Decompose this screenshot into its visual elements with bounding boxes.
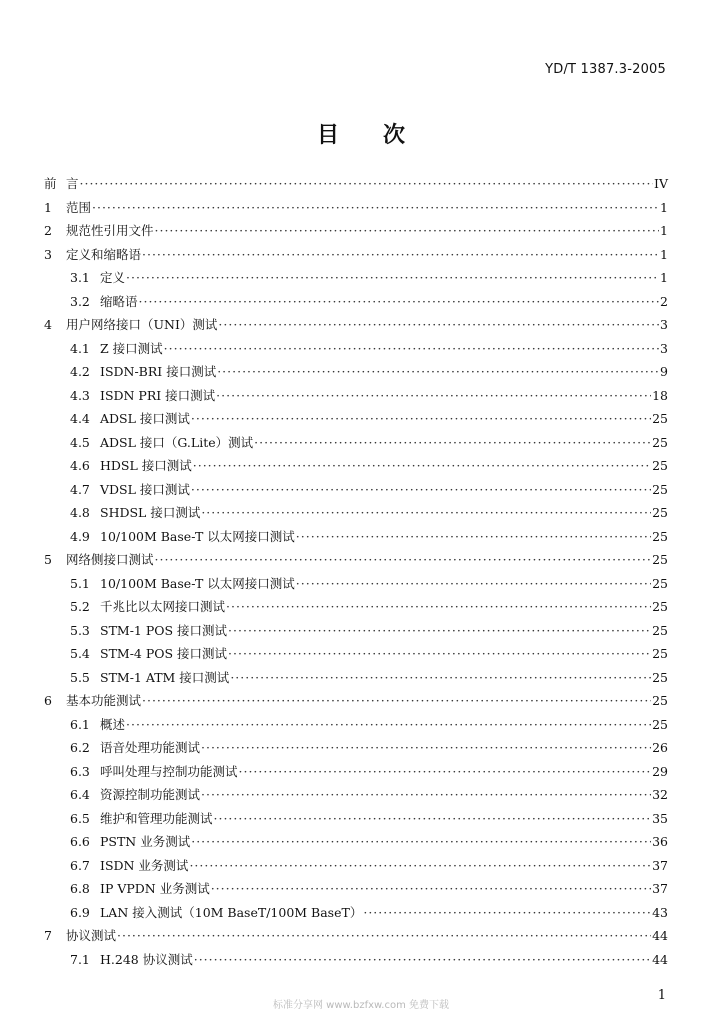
toc-entry-title: 协议测试 xyxy=(66,928,117,943)
toc-entry-title: ISDN 业务测试 xyxy=(100,857,189,873)
toc-entry-title: 缩略语 xyxy=(100,293,138,309)
toc-leader-dots xyxy=(239,760,652,784)
toc-entry-page: 1 xyxy=(660,270,668,285)
toc-entry[interactable] xyxy=(44,619,668,643)
toc-entry-number: 5.5 xyxy=(70,669,90,685)
toc-entry-title: 呼叫处理与控制功能测试 xyxy=(100,763,238,779)
toc-entry-page: 25 xyxy=(652,528,668,544)
toc-entry-page: 37 xyxy=(652,857,668,873)
toc-entry-title: 定义和缩略语 xyxy=(66,246,142,262)
toc-entry-number: 4.1 xyxy=(70,340,90,356)
toc-leader-dots xyxy=(228,642,651,666)
toc-entry-title: 网络侧接口测试 xyxy=(66,552,154,567)
toc-entry-title: 用户网络接口（UNI）测试 xyxy=(66,317,218,332)
toc-entry[interactable] xyxy=(44,572,668,596)
page-title xyxy=(0,118,722,149)
toc-leader-dots xyxy=(230,666,651,690)
toc-entry[interactable] xyxy=(44,736,668,760)
toc-entry[interactable] xyxy=(44,548,668,572)
toc-entry[interactable] xyxy=(44,854,668,878)
toc-entry-number: 4 xyxy=(44,317,52,332)
toc-entry-number: 5.4 xyxy=(70,646,90,661)
toc-leader-dots xyxy=(92,196,659,220)
toc-entry-number: 6.9 xyxy=(70,904,90,920)
toc-entry-title: Z 接口测试 xyxy=(100,340,163,356)
toc-entry-number: 4.2 xyxy=(70,364,90,379)
title-char: 次 xyxy=(383,122,406,148)
toc-entry-page: 43 xyxy=(652,904,668,920)
toc-entry-number: 7 xyxy=(44,928,52,943)
toc-leader-dots xyxy=(126,713,651,737)
toc-leader-dots xyxy=(296,572,651,596)
toc-entry[interactable] xyxy=(44,807,668,831)
toc-entry-number: 5.3 xyxy=(70,622,90,638)
toc-entry-page: 44 xyxy=(652,928,668,943)
toc-entry-page: 25 xyxy=(652,716,668,732)
toc-entry-page: 29 xyxy=(652,763,668,779)
toc-entry-page: 25 xyxy=(652,646,668,661)
toc-leader-dots xyxy=(189,854,651,878)
toc-entry-number: 6.8 xyxy=(70,881,90,896)
toc-leader-dots xyxy=(164,337,659,361)
toc-entry-page: 3 xyxy=(660,340,668,356)
toc-entry-title: VDSL 接口测试 xyxy=(100,481,190,497)
toc-entry-number: 4.5 xyxy=(70,434,90,450)
toc-entry-page: 25 xyxy=(652,481,668,497)
toc-entry-title: 概述 xyxy=(100,716,126,732)
toc-entry[interactable] xyxy=(44,219,668,243)
toc-entry-page: 25 xyxy=(652,458,668,473)
toc-leader-dots xyxy=(191,830,651,854)
toc-entry-number: 4.4 xyxy=(70,411,90,426)
toc-leader-dots xyxy=(228,619,651,643)
toc-entry-page: 25 xyxy=(652,669,668,685)
toc-entry[interactable] xyxy=(44,525,668,549)
toc-entry[interactable] xyxy=(44,384,668,408)
toc-entry-number: 6.4 xyxy=(70,787,90,802)
toc-entry[interactable] xyxy=(44,689,668,713)
toc-leader-dots xyxy=(296,525,651,549)
toc-leader-dots xyxy=(201,501,651,525)
toc-entry-page: 25 xyxy=(652,505,668,520)
toc-leader-dots xyxy=(117,924,651,948)
toc-leader-dots xyxy=(201,736,651,760)
toc-leader-dots xyxy=(214,807,652,831)
toc-leader-dots xyxy=(139,290,660,314)
toc-entry[interactable] xyxy=(44,454,668,478)
toc-entry-title: IP VPDN 业务测试 xyxy=(100,881,210,896)
toc-leader-dots xyxy=(218,313,659,337)
toc-entry-page: 35 xyxy=(652,810,668,826)
toc-entry[interactable] xyxy=(44,830,668,854)
toc-entry-page: 25 xyxy=(652,622,668,638)
toc-entry-title: ADSL 接口测试 xyxy=(100,411,190,426)
toc-entry-page: 32 xyxy=(652,787,668,802)
toc-leader-dots xyxy=(191,407,651,431)
toc-entry-number: 3.1 xyxy=(70,270,90,285)
toc-entry-page: 25 xyxy=(652,599,668,614)
toc-entry-title: PSTN 业务测试 xyxy=(100,834,191,849)
toc-entry-number: 6.6 xyxy=(70,834,90,849)
toc-entry-number: 6 xyxy=(44,693,52,708)
toc-entry-page: 1 xyxy=(660,199,668,215)
toc-entry[interactable] xyxy=(44,313,668,337)
toc-leader-dots xyxy=(226,595,651,619)
toc-leader-dots xyxy=(254,431,651,455)
toc-entry-page: 25 xyxy=(652,411,668,426)
toc-entry-title: HDSL 接口测试 xyxy=(100,458,192,473)
toc-entry-page: 44 xyxy=(652,951,668,967)
toc-entry-number: 5.1 xyxy=(70,575,90,591)
toc-entry[interactable] xyxy=(44,901,668,925)
toc-entry-page: 25 xyxy=(652,575,668,591)
toc-entry-title: H.248 协议测试 xyxy=(100,951,193,967)
toc-entry-page: 26 xyxy=(652,740,668,755)
toc-leader-dots xyxy=(142,689,651,713)
toc-entry[interactable] xyxy=(44,760,668,784)
toc-entry-title: ISDN-BRI 接口测试 xyxy=(100,364,217,379)
toc-entry-page: 1 xyxy=(660,246,668,262)
toc-entry[interactable] xyxy=(44,501,668,525)
toc-leader-dots xyxy=(211,877,651,901)
toc-entry[interactable] xyxy=(44,431,668,455)
toc-entry-page: 36 xyxy=(652,834,668,849)
toc-leader-dots xyxy=(126,266,659,290)
toc-entry-number: 4.3 xyxy=(70,387,90,403)
toc-entry-page: 25 xyxy=(652,434,668,450)
toc-entry-number: 4.9 xyxy=(70,528,90,544)
toc-entry-number: 2 xyxy=(44,223,52,238)
toc-entry-number: 5.2 xyxy=(70,599,90,614)
toc-entry-title: 定义 xyxy=(100,270,126,285)
toc-entry-number: 6.7 xyxy=(70,857,90,873)
toc-entry-number: 4.6 xyxy=(70,458,90,473)
toc-entry-page: 3 xyxy=(660,317,668,332)
toc-entry-title: STM-1 ATM 接口测试 xyxy=(100,669,230,685)
toc-entry-number: 6.2 xyxy=(70,740,90,755)
toc-entry-title: 维护和管理功能测试 xyxy=(100,810,213,826)
document-code: YD/T 1387.3-2005 xyxy=(545,62,666,77)
toc-entry[interactable] xyxy=(44,948,668,972)
toc-entry-title: SHDSL 接口测试 xyxy=(100,505,201,520)
toc-entry-title: 千兆比以太网接口测试 xyxy=(100,599,226,614)
toc-entry-page: 9 xyxy=(660,364,668,379)
toc-entry-title: STM-4 POS 接口测试 xyxy=(100,646,228,661)
toc-entry-number: 7.1 xyxy=(70,951,90,967)
toc-entry-title: ISDN PRI 接口测试 xyxy=(100,387,216,403)
toc-leader-dots xyxy=(155,548,652,572)
toc-entry-number: 6.3 xyxy=(70,763,90,779)
toc-entry[interactable] xyxy=(44,407,668,431)
toc-entry[interactable] xyxy=(44,713,668,737)
toc-entry[interactable] xyxy=(44,172,668,196)
footer-watermark: 标准分享网 www.bzfxw.com 免费下载 xyxy=(273,1000,449,1011)
toc-entry-number: 5 xyxy=(44,552,52,567)
toc-leader-dots xyxy=(155,219,660,243)
toc-entry-number: 4.7 xyxy=(70,481,90,497)
toc-entry-number: 3 xyxy=(44,246,52,262)
toc-entry-title: 规范性引用文件 xyxy=(66,223,154,238)
toc-entry-title: 基本功能测试 xyxy=(66,693,142,708)
toc-entry-title: LAN 接入测试（10M BaseT/100M BaseT） xyxy=(100,904,363,920)
toc-entry-title: 10/100M Base-T 以太网接口测试 xyxy=(100,528,295,544)
toc-entry-title: 语音处理功能测试 xyxy=(100,740,201,755)
toc-leader-dots xyxy=(217,360,659,384)
toc-entry[interactable] xyxy=(44,478,668,502)
toc-entry[interactable] xyxy=(44,243,668,267)
toc-leader-dots xyxy=(142,243,659,267)
toc-leader-dots xyxy=(193,454,651,478)
toc-entry[interactable] xyxy=(44,290,668,314)
title-char: 目 xyxy=(316,122,339,148)
toc-entry[interactable] xyxy=(44,595,668,619)
toc-leader-dots xyxy=(191,478,651,502)
toc-entry-title: 范围 xyxy=(66,199,92,215)
page-number: 1 xyxy=(657,988,666,1003)
toc-entry-title: 10/100M Base-T 以太网接口测试 xyxy=(100,575,295,591)
toc-entry-number: 前 xyxy=(44,176,57,191)
toc-entry[interactable] xyxy=(44,642,668,666)
toc-leader-dots xyxy=(201,783,651,807)
toc-leader-dots xyxy=(216,384,651,408)
toc-entry-page: 37 xyxy=(652,881,668,896)
table-of-contents xyxy=(44,172,668,971)
toc-entry-title: 言 xyxy=(66,176,79,191)
toc-entry[interactable] xyxy=(44,266,668,290)
toc-entry-number: 1 xyxy=(44,199,52,215)
toc-entry-page: 1 xyxy=(660,223,668,238)
toc-entry-title: 资源控制功能测试 xyxy=(100,787,201,802)
toc-entry[interactable] xyxy=(44,666,668,690)
toc-leader-dots xyxy=(194,948,651,972)
toc-entry-number: 3.2 xyxy=(70,293,90,309)
toc-leader-dots xyxy=(80,172,654,196)
toc-entry-title: ADSL 接口（G.Lite）测试 xyxy=(100,434,254,450)
toc-entry[interactable] xyxy=(44,924,668,948)
toc-entry-page: 18 xyxy=(652,387,668,403)
toc-entry-page: 2 xyxy=(660,293,668,309)
toc-entry-number: 6.1 xyxy=(70,716,90,732)
toc-entry[interactable] xyxy=(44,337,668,361)
toc-entry-page: 25 xyxy=(652,693,668,708)
toc-entry[interactable] xyxy=(44,196,668,220)
toc-entry-number: 6.5 xyxy=(70,810,90,826)
toc-entry-page: IV xyxy=(654,176,668,191)
toc-entry[interactable] xyxy=(44,877,668,901)
toc-entry-page: 25 xyxy=(652,552,668,567)
toc-entry-title: STM-1 POS 接口测试 xyxy=(100,622,228,638)
toc-leader-dots xyxy=(363,901,651,925)
toc-entry[interactable] xyxy=(44,360,668,384)
toc-entry[interactable] xyxy=(44,783,668,807)
toc-entry-number: 4.8 xyxy=(70,505,90,520)
